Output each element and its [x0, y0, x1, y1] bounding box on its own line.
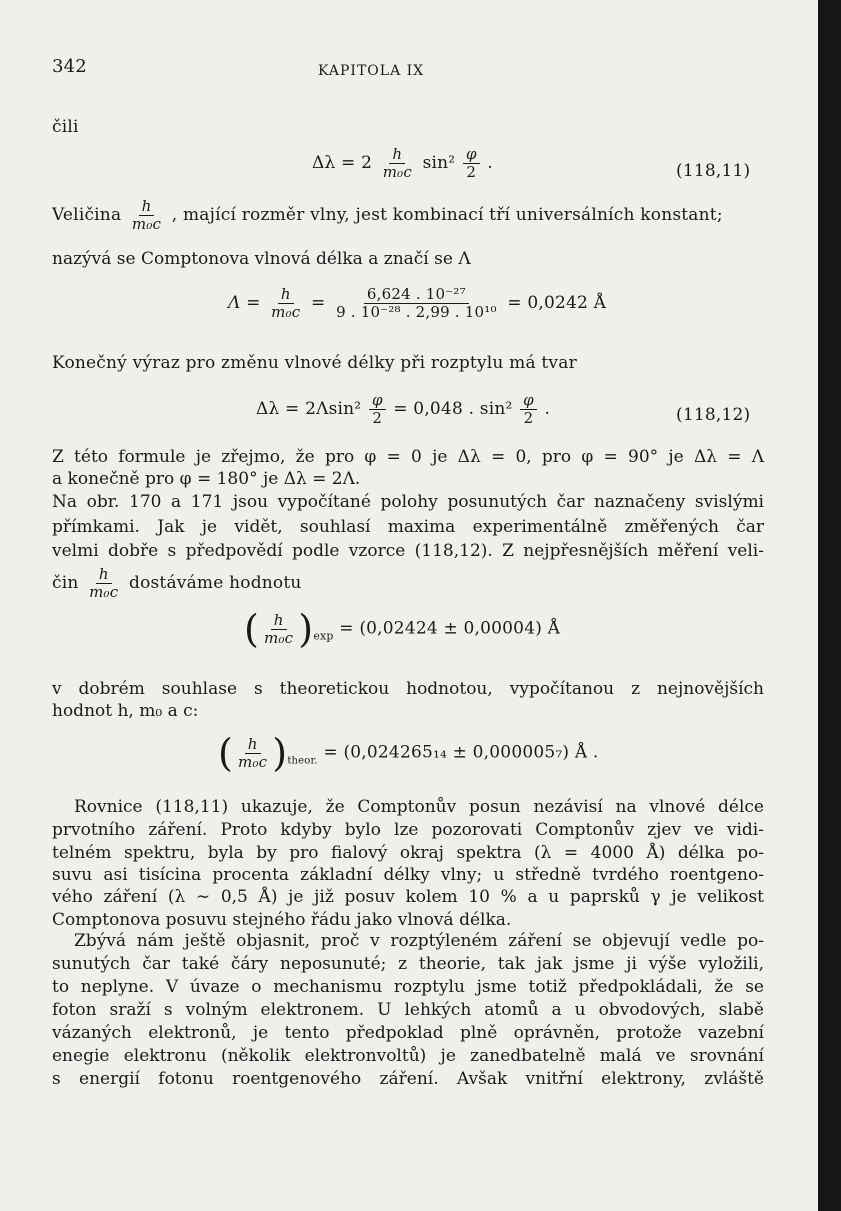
frac-numerator: h	[96, 566, 112, 584]
fraction-phi-over-2	[520, 392, 537, 427]
equation-experimental	[244, 607, 561, 651]
paragraph-7-line-3: to neplyne. V úvaze o mechanismu rozptylu jsme totiž předpokládali, že se	[52, 977, 764, 997]
paragraph-4-line-1: Na obr. 170 a 171 jsou vypočítané polohy posunutých čar naznačeny svislými	[52, 492, 764, 512]
paragraph-1-line-1	[52, 198, 723, 233]
frac-numerator: h	[278, 286, 294, 304]
paragraph-6-line-2: prvotního záření. Proto kdyby bylo lze pozorovati Comptonův zjev ve vidi-	[52, 820, 764, 840]
fraction-h-over-m0c	[235, 736, 270, 771]
paragraph-7-line-2: sunutých čar také čáry neposunuté; z theorie, tak jak jsme ji výše vyložili,	[52, 954, 764, 974]
frac-denominator: 9 . 10⁻²⁸ . 2,99 . 10¹⁰	[336, 303, 497, 321]
intro-word: čili	[52, 117, 79, 137]
para4-last-start: čin	[52, 573, 79, 593]
frac-numerator: h	[245, 736, 261, 754]
paragraph-5-line-2: hodnot h, m₀ a c:	[52, 701, 199, 721]
paragraph-4-line-4	[52, 566, 302, 601]
paragraph-7-line-7: s energií fotonu roentgenového záření. Avšak vnitřní elektrony, zvláště	[52, 1069, 764, 1089]
frac-denominator: m₀c	[131, 215, 162, 233]
equation-lambda	[228, 286, 606, 321]
paragraph-5-line-1: v dobrém souhlase s theoretickou hodnotou, vypočítanou z nejnovějších	[52, 679, 764, 699]
fraction-numeric	[333, 286, 500, 321]
eq-lhs: Λ =	[228, 293, 261, 313]
theoretical-value: = (0,024265₁₄ ± 0,000005₇) Å .	[323, 742, 599, 763]
eq-equals: =	[311, 293, 326, 313]
para1-start: Veličina	[52, 205, 122, 225]
frac-denominator: 2	[372, 409, 383, 427]
paragraph-6-line-5: vého záření (λ ∼ 0,5 Å) je již posuv kolem 10 % a u paprsků γ je velikost	[52, 887, 764, 907]
frac-numerator: h	[389, 146, 405, 164]
equation-label-118-11: (118,11)	[676, 161, 751, 181]
frac-denominator: m₀c	[89, 583, 119, 601]
paragraph-1-line-2: nazývá se Comptonova vlnová délka a značí se Λ	[52, 249, 471, 269]
frac-numerator: 6,624 . 10⁻²⁷	[364, 286, 469, 304]
frac-numerator: h	[271, 612, 287, 630]
frac-denominator: 2	[523, 409, 534, 427]
eq-lhs: Δλ = 2	[312, 153, 373, 173]
paragraph-6-line-6: Comptonova posuvu stejného řádu jako vlnová délka.	[52, 910, 512, 930]
subscript-theor: theor.	[287, 755, 318, 767]
eq-tail: .	[544, 399, 551, 419]
fraction-h-over-m0c	[268, 286, 303, 321]
paragraph-7-line-6: enegie elektronu (několik elektronvoltů) je zanedbatelně malá ve srovnání	[52, 1046, 764, 1066]
paragraph-4-line-3: velmi dobře s předpovědí podle vzorce (118,12). Z nejpřesnějších měření veli-	[52, 541, 764, 561]
eq-tail: .	[487, 153, 493, 173]
eq-sin-term: sin²	[422, 153, 456, 173]
running-title: KAPITOLA IX	[318, 63, 425, 79]
fraction-h-over-m0c	[129, 198, 164, 233]
eq-lhs: Δλ = 2Λsin²	[256, 399, 362, 419]
frac-numerator: φ	[463, 146, 480, 164]
para4-last-end: dostáváme hodnotu	[128, 573, 302, 593]
fraction-h-over-m0c	[380, 146, 415, 181]
page-number: 342	[52, 56, 87, 77]
fraction-phi-over-2	[369, 392, 386, 427]
frac-denominator: 2	[466, 163, 477, 181]
frac-denominator: m₀c	[382, 163, 412, 181]
frac-denominator: m₀c	[271, 303, 301, 321]
frac-denominator: m₀c	[238, 752, 268, 771]
paragraph-3-line-2: a konečně pro φ = 180° je Δλ = 2Λ.	[52, 469, 361, 489]
book-gutter-edge	[818, 0, 841, 1211]
fraction-h-over-m0c	[261, 612, 296, 647]
right-paren: )	[272, 731, 288, 775]
frac-numerator: h	[139, 198, 155, 216]
frac-numerator: φ	[369, 392, 386, 410]
subscript-exp: exp	[313, 629, 334, 643]
paragraph-6-line-1: Rovnice (118,11) ukazuje, že Comptonův posun nezávisí na vlnové délce	[74, 797, 764, 817]
paragraph-7-line-1: Zbývá nám ještě objasnit, proč v rozptýleném záření se objevují vedle po-	[74, 931, 764, 951]
paragraph-2: Konečný výraz pro změnu vlnové délky při rozptylu má tvar	[52, 353, 577, 373]
left-paren: (	[244, 607, 260, 651]
paragraph-7-line-4: foton sraží s volným elektronem. U lehkých atomů a u obvodových, slabě	[52, 1000, 764, 1020]
experimental-value: = (0,02424 ± 0,00004) Å	[339, 618, 561, 639]
eq-result: = 0,0242 Å	[507, 293, 607, 313]
paragraph-6-line-4: suvu asi tisícina procenta základní délky vlny; u středně tvrdého roentgeno-	[52, 865, 764, 885]
right-paren: )	[298, 607, 314, 651]
fraction-phi-over-2	[463, 146, 480, 181]
left-paren: (	[218, 731, 234, 775]
equation-theoretical	[218, 731, 599, 775]
equation-118-12	[256, 392, 550, 427]
paragraph-3-line-1: Z této formule je zřejmo, že pro φ = 0 je Δλ = 0, pro φ = 90° je Δλ = Λ	[52, 447, 764, 467]
eq-mid: = 0,048 . sin²	[393, 399, 513, 419]
paragraph-6-line-3: telném spektru, byla by pro fialový okraj spektra (λ = 4000 Å) délka po-	[52, 843, 764, 863]
frac-denominator: m₀c	[264, 628, 294, 647]
paragraph-7-line-5: vázaných elektronů, je tento předpoklad plně oprávněn, protože vazební	[52, 1023, 764, 1043]
frac-numerator: φ	[520, 392, 537, 410]
fraction-h-over-m0c	[86, 566, 121, 601]
equation-label-118-12: (118,12)	[676, 405, 751, 425]
para1-rest: , mající rozměr vlny, jest kombinací tří universálních konstant;	[171, 205, 723, 225]
equation-118-11	[312, 146, 493, 181]
paragraph-4-line-2: přímkami. Jak je vidět, souhlasí maxima experimentálně změřených čar	[52, 517, 764, 537]
